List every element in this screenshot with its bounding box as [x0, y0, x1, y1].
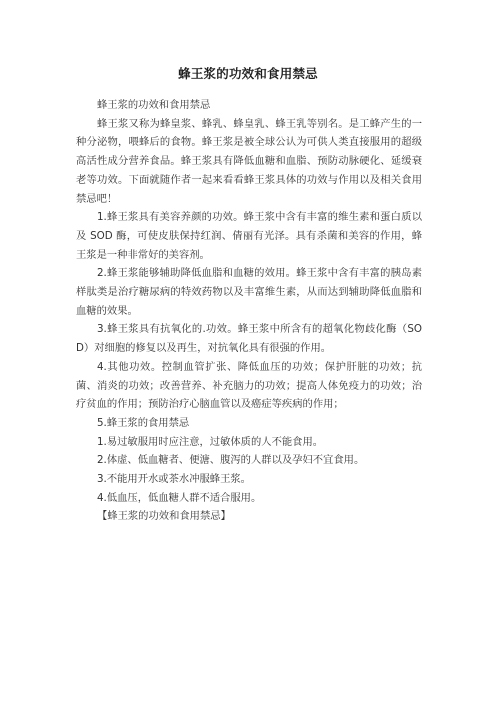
paragraph-taboo-4: 4.低血压，低血糖人群不适合服用。 — [97, 491, 262, 504]
document-title: 蜂王浆的功效和食用禁忌 — [178, 66, 318, 81]
paragraph-benefit-3: 3.蜂王浆具有抗氧化的.功效。蜂王浆中所含有的超氧化物歧化酶（SOD）对细胞的修复以及再生，对抗氧化具有很强的作用。 — [76, 323, 422, 355]
paragraph-subtitle: 蜂王浆的功效和食用禁忌 — [97, 99, 211, 111]
paragraph-benefit-1: 1.蜂王浆具有美容养颜的功效。蜂王浆中含有丰富的维生素和蛋白质以及 SOD 酶，可使皮肤保持红润、倩丽有光泽。具有杀菌和美容的作用，蜂王浆是一种非常好的美容剂。 — [76, 211, 422, 261]
paragraph-benefit-4: 4.其他功效。控制血管扩张、降低血压的功效；保护肝脏的功效；抗菌、消炎的功效；改善营养、补充脑力的功效；提高人体免疫力的功效；治疗贫血的作用；预防治疗心脑血管以及癌症等疾病的作用； — [76, 360, 422, 411]
paragraph-intro: 蜂王浆又称为蜂皇浆、蜂乳、蜂皇乳、蜂王乳等别名。是工蜂产生的一种分泌物，喂蜂后的食物。蜂王浆是被全球公认为可供人类直接服用的超级高活性成分营养食品。蜂王浆具有降低血糖和血脂、预防动脉硬化、延缓衰老等功效。下面就随作者一起来看看蜂王浆具体的功效与作用以及相关食用禁忌吧！ — [76, 117, 422, 205]
paragraph-footer-tag: 【蜂王浆的功效和食用禁忌】 — [97, 510, 231, 523]
paragraph-taboo-heading: 5.蜂王浆的食用禁忌 — [97, 416, 190, 429]
paragraph-taboo-3: 3.不能用开水或茶水冲服蜂王浆。 — [97, 473, 251, 486]
paragraph-benefit-2: 2.蜂王浆能够辅助降低血脂和血糖的效用。蜂王浆中含有丰富的胰岛素样肽类是治疗糖尿病的特效药物以及丰富维生素，从而达到辅助降低血脂和血糖的效果。 — [76, 267, 422, 317]
document-body — [76, 96, 422, 526]
paragraph-taboo-1: 1.易过敏服用时应注意，过敏体质的人不能食用。 — [97, 435, 324, 448]
paragraph-taboo-2: 2.体虚、低血糖者、便溏、腹泻的人群以及孕妇不宜食用。 — [97, 454, 365, 467]
